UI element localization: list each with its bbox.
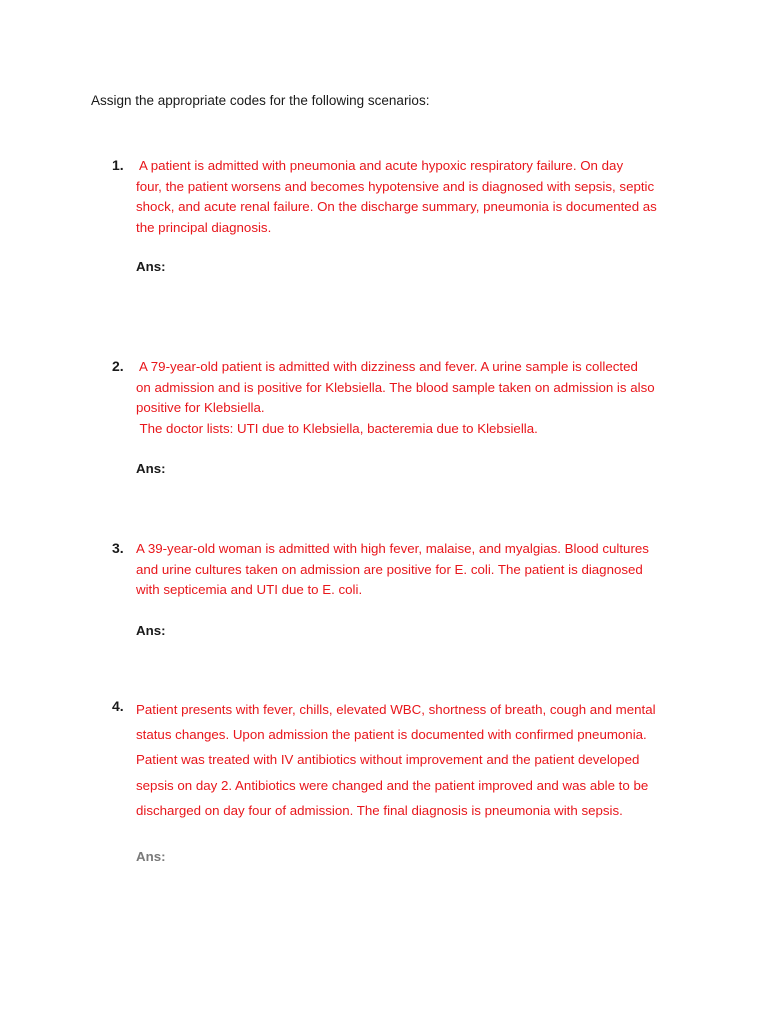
question-line: on admission and is positive for Klebsiella. The blood sample taken on admission is also xyxy=(136,379,655,395)
question-line: positive for Klebsiella. xyxy=(136,400,265,416)
question-line: A 79-year-old patient is admitted with dizziness and fever. A urine sample is collected xyxy=(136,359,638,374)
question-line: discharged on day four of admission. The final diagnosis is pneumonia with sepsis. xyxy=(136,802,623,818)
instructions-heading: Assign the appropriate codes for the following scenarios: xyxy=(91,93,430,108)
question-line: The doctor lists: UTI due to Klebsiella, bacteremia due to Klebsiella. xyxy=(136,421,538,437)
question-text xyxy=(136,357,696,440)
question-text xyxy=(136,697,696,823)
question-number: 4. xyxy=(112,698,124,714)
question-number: 1. xyxy=(112,157,124,173)
answer-label: Ans: xyxy=(136,849,166,864)
question-line: Patient presents with fever, chills, elevated WBC, shortness of breath, cough and mental xyxy=(136,702,656,717)
question-line: A patient is admitted with pneumonia and acute hypoxic respiratory failure. On day xyxy=(136,158,624,173)
question-line: A 39-year-old woman is admitted with high fever, malaise, and myalgias. Blood cultures xyxy=(136,541,649,556)
answer-label: Ans: xyxy=(136,461,166,476)
question-line: and urine cultures taken on admission are positive for E. coli. The patient is diagnosed xyxy=(136,561,643,577)
question-line: status changes. Upon admission the patient is documented with confirmed pneumonia. xyxy=(136,727,647,743)
answer-label: Ans: xyxy=(136,259,166,274)
question-line: shock, and acute renal failure. On the discharge summary, pneumonia is documented as xyxy=(136,199,657,215)
answer-label: Ans: xyxy=(136,623,166,638)
question-line: four, the patient worsens and becomes hypotensive and is diagnosed with sepsis, septic xyxy=(136,178,655,194)
question-number: 2. xyxy=(112,358,124,374)
question-text xyxy=(136,156,696,239)
question-line: with septicemia and UTI due to E. coli. xyxy=(136,582,363,598)
question-line: sepsis on day 2. Antibiotics were changed and the patient improved and was able to be xyxy=(136,777,649,793)
question-text xyxy=(136,539,696,601)
question-number: 3. xyxy=(112,540,124,556)
question-line: the principal diagnosis. xyxy=(136,220,272,236)
question-line: Patient was treated with IV antibiotics without improvement and the patient developed xyxy=(136,752,640,768)
